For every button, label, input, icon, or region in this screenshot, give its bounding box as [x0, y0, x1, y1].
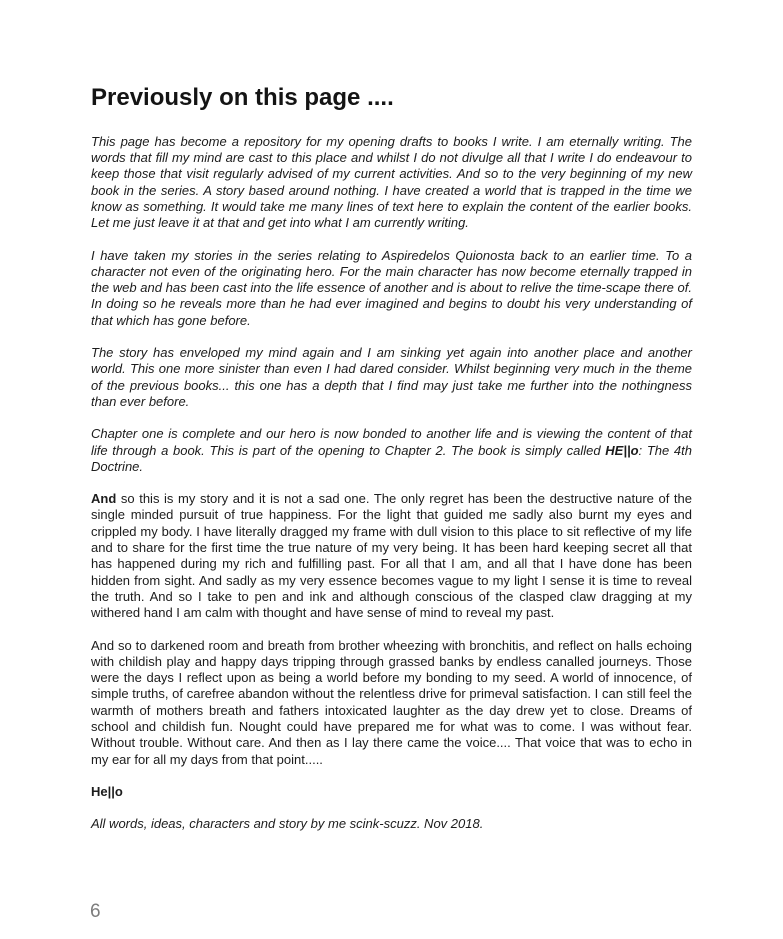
- paragraph: [91, 491, 692, 621]
- text-segment: I have taken my stories in the series relating to Aspiredelos Quionosta back to an earlier time. To a character not even of the originating hero. For the main character has now become eternally trapped in the web and has been cast into the life essence of another and is about to relive the time-scape there of. In doing so he reveals more than he had ever imagined and begins to doubt his very understanding of that which has gone before.: [91, 247, 692, 328]
- bold-text-segment: HE||o: [605, 442, 639, 458]
- paragraph: [91, 345, 692, 410]
- text-segment: so this is my story and it is not a sad one. The only regret has been the destructive nature of the single minded pursuit of true happiness. For the light that guided me sadly also burnt my eyes and crippled my body. I have literally dragged my frame with dull vision to this place to sit reflective of my life and to share for the first time the true nature of my very being. It has been hard keeping secret all that has happened during my rich and fulfilling past. For all that I am, and all that I have done has been hidden from sight. And sadly as my very essence becomes vague to my light I sense it is time to reveal the truth. And so I take to pen and ink and although conscious of the clasped claw dragging at my withered hand I am calm with thought and have sense of mind to reveal my past.: [91, 491, 692, 621]
- page-number: 6: [90, 901, 101, 922]
- body-text: [91, 134, 692, 833]
- paragraph: [91, 426, 692, 475]
- text-segment: : The 4th Doctrine.: [91, 442, 692, 474]
- paragraph: [91, 638, 692, 768]
- paragraph: [91, 134, 692, 232]
- page-title: Previously on this page ....: [91, 84, 394, 111]
- paragraph: [91, 816, 692, 832]
- text-segment: All words, ideas, characters and story by me scink-scuzz. Nov 2018.: [91, 816, 484, 832]
- text-segment: And so to darkened room and breath from brother wheezing with bronchitis, and reflect on halls echoing with childish play and happy days tripping through grassed banks by endless canalled journeys. Those were the days I reflect upon as being a world before my bonding to my seed. A world of innocence, of simple truths, of carefree abandon without the relentless drive for primeval satisfaction. I can still feel the warmth of mothers breath and fathers intoxicated laughter as the day drew yet to close. Dreams of school and childish fun. Nought could have prepared me for what was to come. I was without fear. Without trouble. Without care. And then as I lay there came the voice.... That voice that was to echo in my ear for all my days from that point.....: [91, 637, 692, 767]
- bold-text-segment: He||o: [91, 783, 123, 799]
- text-segment: Chapter one is complete and our hero is now bonded to another life and is viewing the content of that life through a book. This is part of the opening to Chapter 2. The book is simply called: [91, 426, 692, 458]
- text-segment: The story has enveloped my mind again and I am sinking yet again into another place and another world. This one more sinister than even I had dared consider. Whilst beginning very much in the theme of the previous books... this one has a depth that I find may just take me further into the nothingness than ever before.: [91, 345, 692, 409]
- bold-text-segment: And: [91, 491, 117, 507]
- document-page: [91, 84, 692, 848]
- paragraph: [91, 248, 692, 329]
- paragraph: [91, 784, 692, 800]
- text-segment: This page has become a repository for my opening drafts to books I write. I am eternally writing. The words that fill my mind are cast to this place and whilst I do not divulge all that I write I do endeavour to keep those that visit regularly advised of my current activities. And so to the very beginning of my new book in the series. A story based around nothing. I have created a world that is trapped in the time we know as something. It would take me many lines of text here to explain the content of the earlier books. Let me just leave it at that and get into what I am currently writing.: [91, 133, 692, 231]
